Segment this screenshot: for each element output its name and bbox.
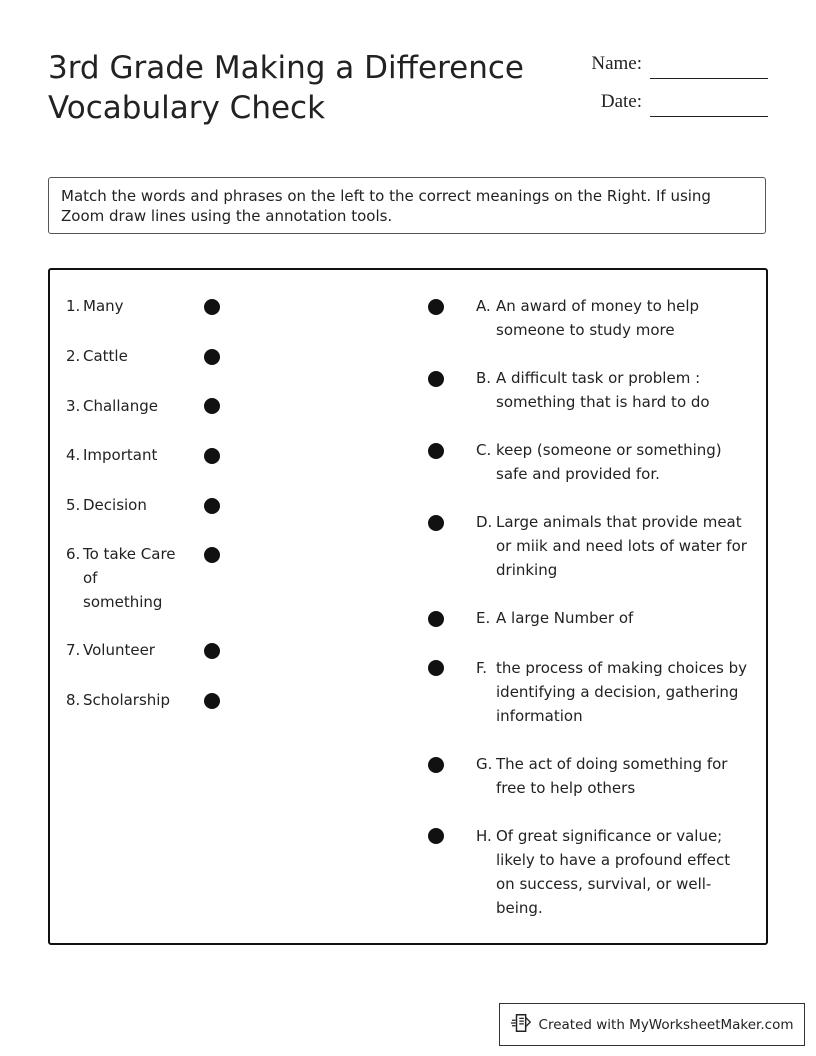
name-line[interactable]	[650, 78, 768, 79]
term-item	[66, 443, 157, 467]
definition-dot-g[interactable]	[428, 757, 444, 773]
definition-text: An award of money to help someone to study more	[496, 297, 700, 339]
definition-dot-c[interactable]	[428, 443, 444, 459]
definition-letter: F.	[476, 659, 487, 677]
title-line-1: 3rd Grade Making a Difference	[48, 50, 524, 86]
definition-letter: A.	[476, 297, 491, 315]
term-number: 3.	[66, 397, 81, 415]
name-label: Name:	[591, 53, 642, 74]
definition-letter: C.	[476, 441, 492, 459]
term-text: Volunteer	[83, 641, 155, 659]
term-text: Important	[83, 446, 158, 464]
term-number: 2.	[66, 347, 81, 365]
term-item	[66, 294, 124, 318]
date-line[interactable]	[650, 116, 768, 117]
definition-letter: D.	[476, 513, 493, 531]
created-with-text: Created with MyWorksheetMaker.com	[538, 1016, 794, 1033]
term-item	[66, 344, 128, 368]
term-number: 5.	[66, 496, 81, 514]
definition-item	[476, 438, 736, 486]
term-number: 1.	[66, 297, 81, 315]
term-text: Decision	[83, 496, 147, 514]
definition-dot-b[interactable]	[428, 371, 444, 387]
term-text: Scholarship	[83, 691, 170, 709]
title-line-2: Vocabulary Check	[48, 90, 326, 126]
term-dot-4[interactable]	[204, 448, 220, 464]
term-item	[66, 394, 158, 418]
term-item	[66, 542, 179, 614]
definition-dot-a[interactable]	[428, 299, 444, 315]
definition-item	[476, 656, 752, 728]
definition-item	[476, 366, 736, 414]
definition-item	[476, 294, 726, 342]
term-text: Cattle	[83, 347, 128, 365]
definition-text: The act of doing something for free to help others	[496, 755, 728, 797]
definition-text: the process of making choices by identifying a decision, gathering information	[496, 659, 748, 725]
definition-dot-f[interactable]	[428, 660, 444, 676]
definition-letter: H.	[476, 827, 492, 845]
term-number: 8.	[66, 691, 81, 709]
instructions-box: Match the words and phrases on the left to the correct meanings on the Right. If using Zoom draw lines using the annotation tools.	[48, 177, 766, 234]
definition-letter: E.	[476, 609, 491, 627]
term-text: Challange	[83, 397, 158, 415]
created-with-badge[interactable]	[499, 1003, 805, 1046]
definition-text: Large animals that provide meat or miik and need lots of water for drinking	[496, 513, 747, 579]
definition-text: Of great significance or value; likely to have a profound effect on success, survival, or well-being.	[496, 827, 731, 917]
worksheet-maker-logo-icon	[511, 1012, 533, 1038]
definition-letter: B.	[476, 369, 492, 387]
term-text: To take Care of something	[83, 545, 176, 611]
definition-dot-h[interactable]	[428, 828, 444, 844]
definition-text: A large Number of	[496, 609, 634, 627]
term-dot-6[interactable]	[204, 547, 220, 563]
definition-item	[476, 824, 738, 920]
term-item	[66, 638, 155, 662]
term-dot-1[interactable]	[204, 299, 220, 315]
term-number: 4.	[66, 446, 81, 464]
term-item	[66, 493, 147, 517]
term-dot-8[interactable]	[204, 693, 220, 709]
definition-item	[476, 606, 756, 630]
term-number: 6.	[66, 545, 81, 563]
definition-item	[476, 510, 756, 582]
term-item	[66, 688, 170, 712]
definition-dot-e[interactable]	[428, 611, 444, 627]
term-dot-7[interactable]	[204, 643, 220, 659]
definition-item	[476, 752, 738, 800]
definition-letter: G.	[476, 755, 493, 773]
definition-dot-d[interactable]	[428, 515, 444, 531]
term-text: Many	[83, 297, 124, 315]
term-number: 7.	[66, 641, 81, 659]
term-dot-3[interactable]	[204, 398, 220, 414]
term-dot-5[interactable]	[204, 498, 220, 514]
worksheet-title	[48, 48, 524, 128]
definition-text: A difficult task or problem : something that is hard to do	[496, 369, 710, 411]
date-label: Date:	[600, 91, 642, 112]
definition-text: keep (someone or something) safe and provided for.	[496, 441, 722, 483]
term-dot-2[interactable]	[204, 349, 220, 365]
